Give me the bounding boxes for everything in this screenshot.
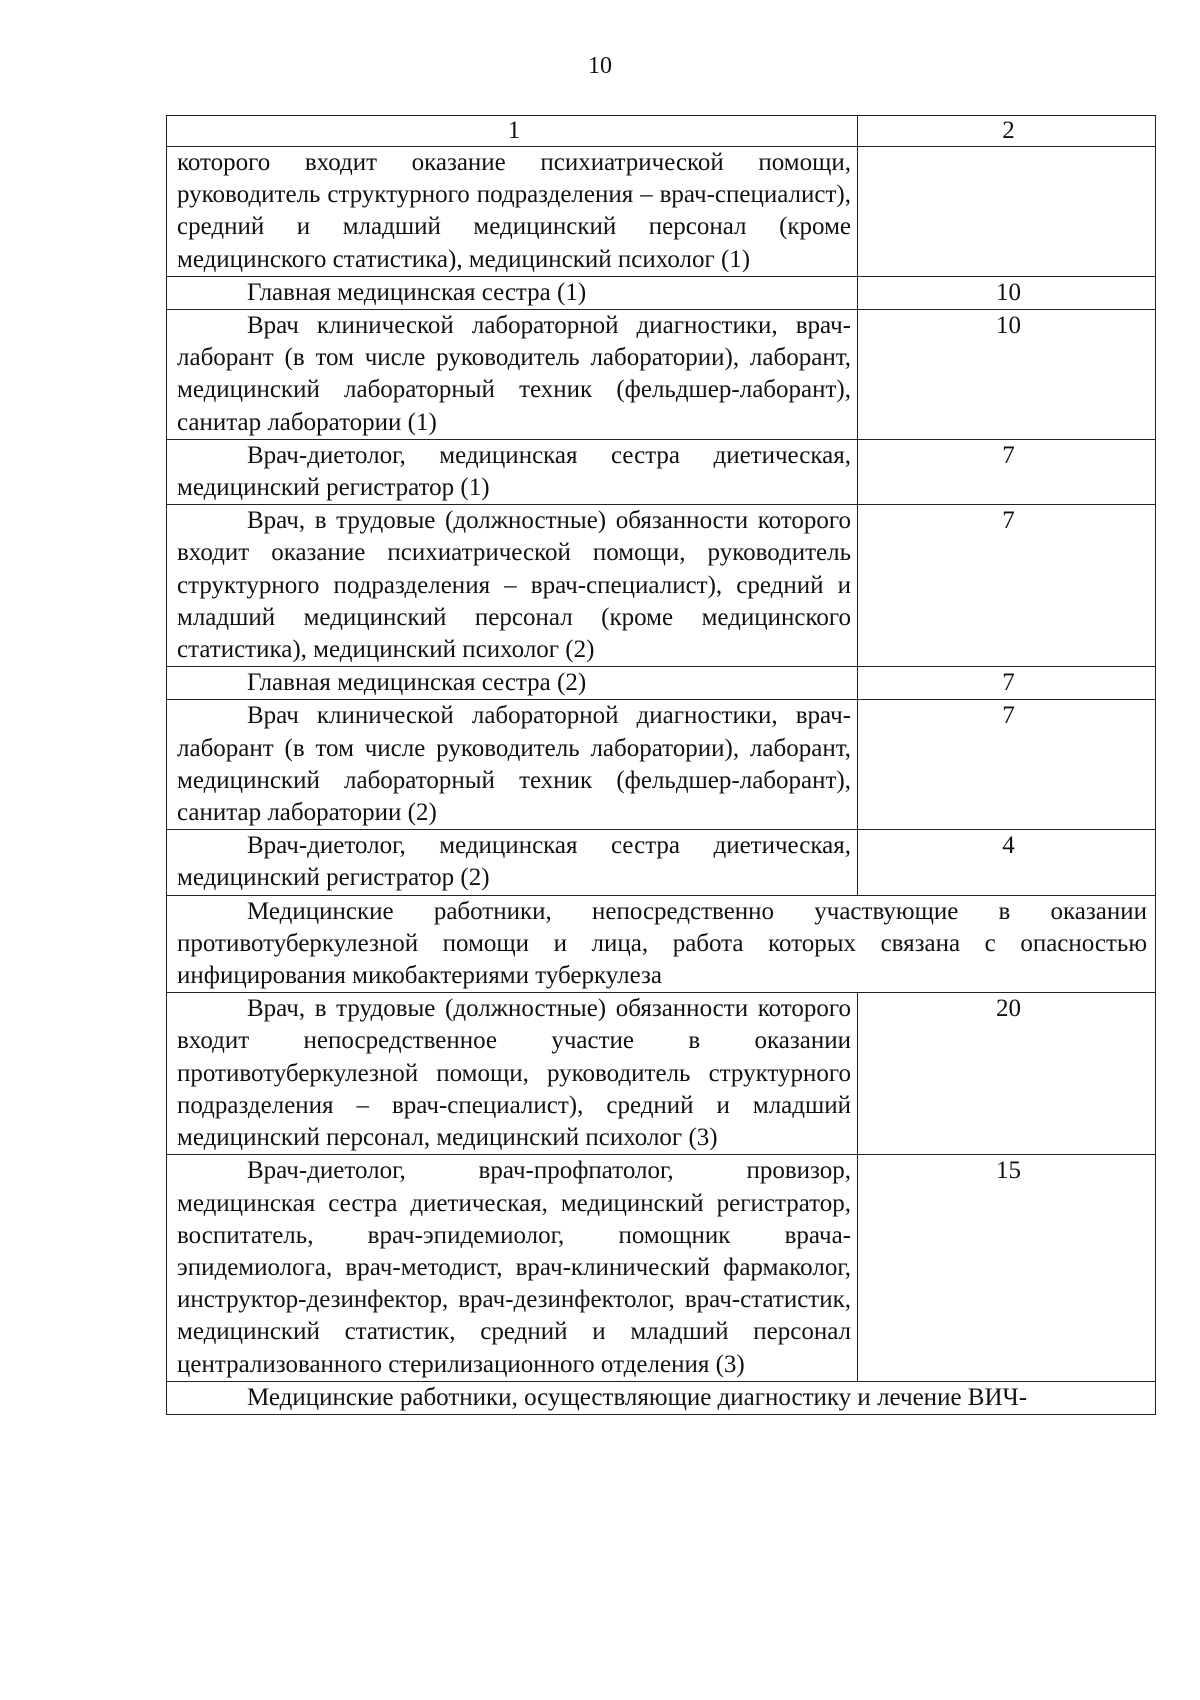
table-row — [167, 667, 1156, 700]
row-text: Главная медицинская сестра (2) — [247, 669, 587, 697]
row-value: 7 — [858, 439, 1156, 504]
row-text: Врач клинической лабораторной диагностики, врач-лаборант (в том числе руководитель лаборатории), лаборант, медицинский лабораторный техник (фельдшер-лаборант), санитар лаборатории (2) — [177, 702, 851, 827]
table-row — [167, 439, 1156, 504]
row-value: 4 — [858, 830, 1156, 895]
row-text: Главная медицинская сестра (1) — [247, 278, 587, 306]
row-text: Врач клинической лабораторной диагностики, врач-лаборант (в том числе руководитель лаборатории), лаборант, медицинский лабораторный техник (фельдшер-лаборант), санитар лаборатории (1) — [177, 312, 851, 436]
table-row — [167, 830, 1156, 895]
page-number: 10 — [588, 53, 612, 79]
row-text: Врач-диетолог, врач-профпатолог, провизор, медицинская сестра диетическая, медицинский регистратор, воспитатель, врач-эпидемиолог, помощник врача-эпидемиолога, врач-методист, врач-клинический фармаколог, инструктор-дезинфектор, врач-дезинфектолог, врач-статистик, медицинский статистик, средний и младший персонал централизованного стерилизационного отделения (3) — [177, 1157, 851, 1378]
table-header-row — [167, 116, 1156, 147]
row-value: 20 — [858, 993, 1156, 1155]
row-value: 7 — [858, 505, 1156, 667]
table-row — [167, 1155, 1156, 1381]
row-text: Врач, в трудовые (должностные) обязанности которого входит оказание психиатрической помощи, руководитель структурного подразделения – врач-специалист), средний и младший медицинский персонал (кроме медицинского статистика), медицинский психолог (2) — [177, 507, 851, 664]
row-value: 7 — [858, 700, 1156, 830]
row-value: 10 — [858, 276, 1156, 309]
section-row — [167, 1381, 1156, 1414]
table-row — [167, 147, 1156, 277]
section-heading: Медицинские работники, осуществляющие диагностику и лечение ВИЧ- — [247, 1383, 1028, 1411]
table-row — [167, 993, 1156, 1155]
column-header-2: 2 — [858, 116, 1156, 147]
section-heading: Медицинские работники, непосредственно участвующие в оказании противотуберкулезной помощи и лица, работа которых связана с опасностью инфицирования микобактериями туберкулеза — [177, 897, 1147, 990]
row-value: 15 — [858, 1155, 1156, 1381]
row-text: Врач-диетолог, медицинская сестра диетическая, медицинский регистратор (2) — [177, 832, 851, 892]
row-value — [858, 147, 1156, 277]
document-table — [166, 115, 1156, 1415]
row-value: 10 — [858, 310, 1156, 440]
table-row — [167, 505, 1156, 667]
row-text: которого входит оказание психиатрической помощи, руководитель структурного подразделения – врач-специалист), средний и младший медицинский персонал (кроме медицинского статистика), медицинский психолог (1) — [177, 149, 851, 273]
section-row — [167, 895, 1156, 993]
row-text: Врач, в трудовые (должностные) обязанности которого входит непосредственное участие в оказании противотуберкулезной помощи, руководитель структурного подразделения – врач-специалист), средний и младший медицинский персонал, медицинский психолог (3) — [177, 995, 851, 1152]
row-value: 7 — [858, 667, 1156, 700]
row-text: Врач-диетолог, медицинская сестра диетическая, медицинский регистратор (1) — [177, 441, 851, 502]
table-row — [167, 700, 1156, 830]
column-header-1: 1 — [167, 116, 858, 147]
table-row — [167, 310, 1156, 440]
table-row — [167, 276, 1156, 309]
